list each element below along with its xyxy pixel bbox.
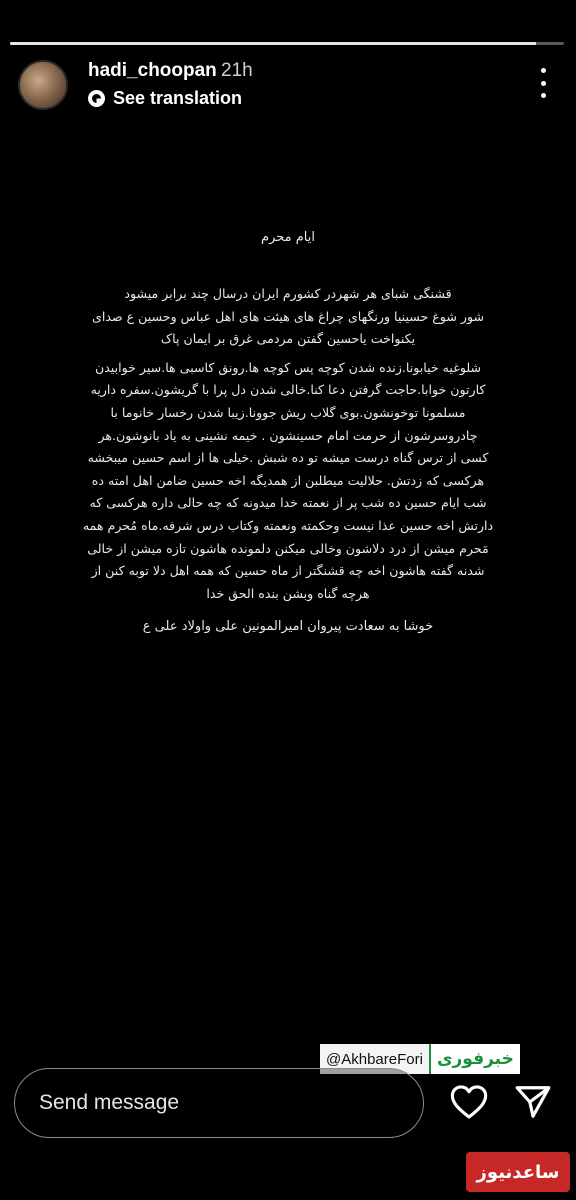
story-line: چادروسرشون از حرمت امام حسینشون . خیمه نشینی به یاد بانوشون.هر [98,427,478,443]
see-translation-button[interactable] [88,88,242,109]
story-line: شدنه گفته هاشون اخه چه قشنگتر از ماه حسین که همه اهل دلا توبه کنن از [91,563,485,579]
story-line: یکنواخت یاحسین گفتن مردمی غرق بر ایمان پاک [160,331,416,347]
story-progress-bar [10,42,564,45]
brand-logo: ساعدنیوز [466,1152,570,1192]
story-line: دارتش اخه حسین عذا نیست وحکمته ونعمته وکتاب درس شرفه.ماه مُحرم همه [82,517,494,533]
story-line: شلوغیه خیابونا.زنده شدن کوچه پس کوچه ها.رونق کاسبی ها.سیر خوابیدن [94,359,482,375]
story-header [18,56,558,116]
story-line: شور شوغ حسینیا ورنگهای چراغ های هیئت های اهل عباس وحسین ع صدای [91,308,485,324]
watermark-handle: @AkhbareFori [320,1044,429,1074]
story-line: کارتون خوابا.حاجت گرفتن دعا کنا.خالی شدن دل پرا با گریشون.سفره داریه [90,382,486,398]
story-line: هرچه گناه وبشن بنده الحق خدا [206,585,370,601]
story-closing: خوشا به سعادت پیروان امیرالمونین علی واولاد علی ع [142,619,434,635]
post-time: 21h [221,60,253,81]
story-line: کسی از ترس گناه درست میشه تو ده شبش .خیلی ها از اسم حسین میبخشه [87,450,489,466]
heart-icon[interactable] [450,1084,488,1120]
story-line: هرکسی که زدتش. حلالیت میطلبن از همدیگه اخه حسین ضامن اهل امته ده [91,472,485,488]
avatar[interactable] [18,60,68,110]
story-text [40,230,536,634]
story-line: شب ایام حسین ده شب پر از نعمته خدا میدونه که چه حالی داره هرکسی که [89,495,487,511]
story-line: مسلمونا توخونشون.بوی گلاب ریش جوونا.زیبا شدن رخسار خانوما با [110,404,466,420]
send-message-input[interactable] [14,1068,424,1138]
story-line: مَحرم میشن از درد دلاشون وخالی میکنن دلمونده هاشون تازه میشن از خالی [87,540,489,556]
username[interactable]: hadi_choopan [88,60,217,81]
more-vertical-icon[interactable] [538,68,548,98]
story-title: ایام محرم [261,230,315,245]
send-icon[interactable] [514,1084,552,1120]
story-line: قشنگی شبای هر شهردر کشورم ایران درسال چند برابر میشود [124,286,452,301]
send-message-placeholder: Send message [39,1091,180,1114]
translate-icon [88,90,105,107]
story-progress-fill [10,42,536,45]
watermark-logo: خبرفوری [429,1044,520,1074]
see-translation-label: See translation [113,88,243,108]
